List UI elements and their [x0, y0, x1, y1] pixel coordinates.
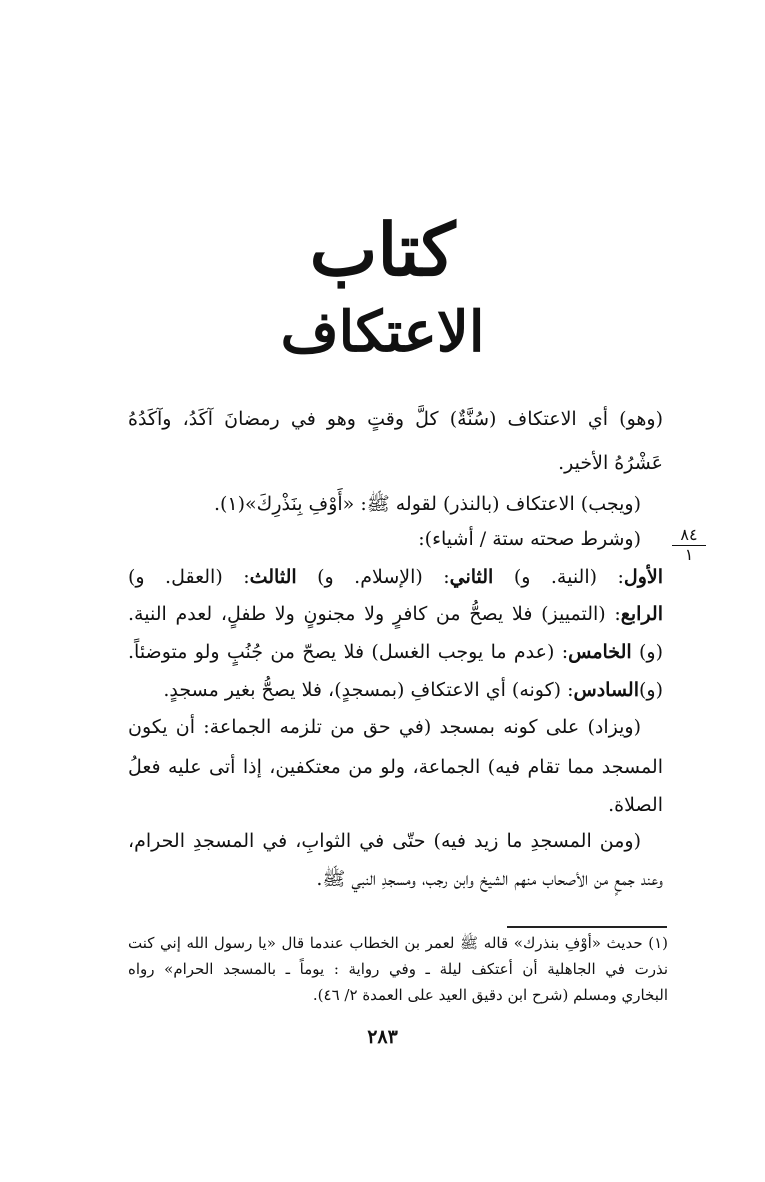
margin-page-reference-bottom: ١	[684, 545, 694, 564]
fourth-condition-label: الرابع	[620, 603, 663, 625]
chapter-title-name: الاعتكاف	[280, 299, 485, 365]
paragraph-5-line-3: الصلاة.	[608, 794, 663, 816]
sixth-condition-text: : (كونه) أي الاعتكافِ (بمسجدٍ)، فلا يصحُّ بغير مسجدٍ.	[163, 679, 574, 701]
first-condition-text: : (النية. و)	[513, 566, 624, 588]
chapter-title	[0, 205, 765, 369]
page-number: ٢٨٣	[367, 1026, 398, 1048]
paragraph-5-line-1: (ويزاد) على كونه بمسجد (في حق من تلزمه الجماعة: أن يكون	[128, 716, 641, 738]
fifth-condition-text: : (عدم ما يوجب الغسل) فلا يصحّ من جُنُبٍ ولو متوضئاً.	[128, 641, 569, 663]
second-condition-label: الثاني	[449, 566, 494, 588]
paragraph-3: (وشرط صحته ستة / أشياء):	[418, 528, 641, 550]
paragraph-1-line-1: (وهو) أي الاعتكاف (سُنَّةٌ) كلَّ وقتٍ وهو في رمضانَ آكَدُ، وآكَدُهُ	[128, 408, 663, 430]
paragraph-6-line-1: (ومن المسجدِ ما زيد فيه) حتّى في الثوابِ، في المسجدِ الحرام،	[128, 830, 641, 852]
fourth-condition-text: : (التمييز) فلا يصحُّ من كافرٍ ولا مجنونٍ ولا طفلٍ، لعدم النية.	[128, 603, 621, 625]
fifth-condition-prefix: (و)	[638, 641, 663, 663]
paragraph-2: (ويجب) الاعتكاف (بالنذر) لقوله ﷺ: «أَوْفِ بِنَذْرِكَ»(١).	[213, 493, 641, 515]
footnote-line-2: نذرت في الجاهلية أن أعتكف ليلة ـ وفي رواية : يوماً ـ بالمسجد الحرام» رواه	[128, 960, 668, 978]
third-condition-label: الثالث	[249, 566, 297, 588]
conditions-line-1	[128, 566, 663, 588]
paragraph-5-line-2: المسجد مما تقام فيه) الجماعة، ولو من معتكفين، إذا أتى عليه فعلُ	[128, 756, 663, 778]
footnote-line-3: البخاري ومسلم (شرح ابن دقيق العيد على العمدة ٢/ ٤٦).	[312, 986, 668, 1004]
sixth-condition-label: السادس	[573, 679, 639, 701]
conditions-line-2	[128, 603, 663, 625]
footnote-line-1: (١) حديث «أوْفِ بنذرك» قاله ﷺ لعمر بن الخطاب عندما قال «يا رسول الله إني كنت	[128, 934, 668, 952]
chapter-title-kitab: كتاب	[309, 207, 456, 292]
conditions-line-3	[128, 641, 663, 663]
margin-page-reference-top: ٨٤	[672, 526, 706, 546]
paragraph-1-line-2: عَشْرُهُ الأخير.	[558, 452, 663, 474]
sixth-condition-prefix: (و)	[638, 679, 663, 701]
footnote-divider	[507, 926, 667, 928]
conditions-line-4	[163, 679, 663, 701]
third-condition-text: : (العقل. و)	[128, 566, 250, 588]
fifth-condition-label: الخامس	[568, 641, 632, 663]
first-condition-label: الأول	[623, 566, 664, 588]
margin-page-reference	[672, 526, 706, 564]
paragraph-6-line-2: وعند جمعٍ من الأصحاب منهم الشيخ وابن رجب، ومسجدِ النبي ﷺ.	[316, 868, 663, 890]
second-condition-text: : (الإسلام. و)	[317, 566, 450, 588]
